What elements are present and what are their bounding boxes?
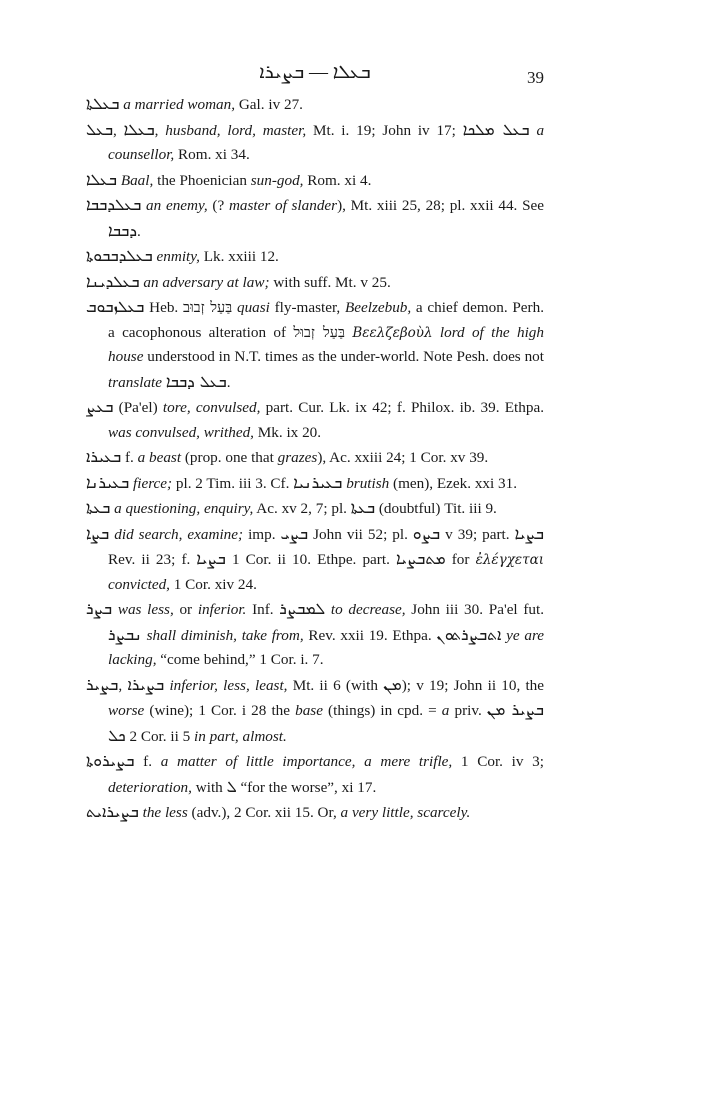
reference: 2 Cor. ii 5 — [125, 727, 194, 745]
syriac-headword: ܒܥܬܐ — [86, 499, 111, 517]
definition: a very little, scarcely. — [340, 804, 471, 821]
quote: “for the worse”, — [236, 778, 338, 796]
term: quasi — [236, 299, 270, 316]
definition: fierce; — [133, 474, 173, 492]
syriac-form: ܢܒܨܪ — [108, 625, 142, 644]
see-label: See — [522, 197, 544, 214]
syriac-headword: ܒܨܝܪܐܝܬ — [86, 803, 139, 821]
paradigm: (Pa'el) — [118, 399, 158, 416]
entry-the-less — [86, 800, 544, 826]
text: or — [173, 601, 198, 618]
syriac-headword: ܒܥܠܕܝܢܐ — [86, 272, 140, 291]
syriac-headword: ܒܥܠܐ — [86, 170, 118, 189]
definition: a counsellor, — [108, 121, 545, 163]
definition: a beast — [137, 449, 182, 466]
text: with — [191, 778, 227, 796]
definition: husband, lord, master, — [165, 121, 307, 139]
text: Pa'el fut. — [488, 601, 545, 618]
reference: imp. — [243, 525, 281, 543]
running-head: ܒܥܠܐ — ܒܨܝܪܐ — [259, 62, 371, 83]
definition: inferior, less, least, — [169, 676, 288, 694]
entry-tore — [86, 395, 544, 445]
definition: convicted, — [108, 575, 170, 593]
reference: 1 Cor. ii 10. Ethpe. part. — [225, 551, 396, 568]
definition: in part, almost. — [194, 727, 287, 745]
syriac-headword: ܒܥܠܬܐ — [86, 95, 120, 113]
entry-less — [86, 597, 544, 673]
entry-fierce — [86, 471, 544, 497]
hebrew-text: בַּעַל זְבוּב — [182, 300, 233, 316]
syriac-form: ܒܨܘ — [412, 524, 441, 543]
entry-search — [86, 522, 544, 598]
syriac-headword: ܒܥܠܕܒܒܘܬܐ — [86, 247, 153, 265]
definition: to decrease, — [330, 601, 406, 618]
reference: pl. 2 Tim. iii 3. Cf. — [172, 474, 294, 492]
definition: shall diminish, take from, — [146, 626, 304, 644]
greek-text: ἐλέγχεται — [475, 552, 544, 568]
syriac-headword: ܒܨܝܪܘܬܐ — [86, 752, 135, 770]
text: a chief demon. — [411, 299, 508, 316]
entry-trifle — [86, 749, 544, 800]
entry-enmity — [86, 244, 544, 270]
entry-inferior: ܒܨܝܪ, ܒܨܝܪܐ inferior, less, least, Mt. ii 6 (with ܡܢ); v 19; John ii 10, the worse (wine); 1 Cor. i 28 the base (things) in cpd. = a priv. ܒܨܝܪ ܡܢ ܟܠ 2 Cor. ii 5 in part, almost. — [86, 675, 545, 745]
entry-adversary — [86, 270, 544, 296]
definition: worse — [108, 702, 145, 719]
label: Heb. — [149, 299, 179, 316]
definition: grazes — [277, 449, 318, 466]
text: the Phoenician — [153, 171, 251, 189]
text: = — [428, 702, 442, 719]
reference: ), Ac. xxiii 24; 1 Cor. xv 39. — [317, 449, 489, 466]
term: translate — [108, 373, 163, 391]
entry-married-woman — [86, 92, 544, 118]
reference: Inf. — [246, 601, 280, 618]
text: (wine); 1 Cor. i 28 the — [144, 702, 296, 719]
text: priv. — [449, 702, 487, 719]
reference: 1 Cor. xiv 24. — [169, 575, 257, 593]
definition: the less — [142, 804, 188, 821]
punct: . — [226, 373, 231, 391]
definition: an enemy, — [146, 197, 208, 214]
syriac-headword: ܒܥܠ — [86, 120, 114, 139]
syriac-headword-emphatic: ܒܥܠܐ — [123, 120, 155, 139]
reference: v 39; part. — [440, 525, 510, 543]
syriac-headword: ܒܥܝܪܢܐ — [86, 473, 130, 492]
reference: Rom. xi 34. — [174, 146, 250, 163]
page-header — [0, 62, 710, 92]
syriac-form: ܒܨܝܐ — [196, 550, 226, 568]
syriac-phrase: ܒܨܝܪ ܡܢ ܟܠ — [108, 701, 545, 745]
reference: Gal. iv 27. — [235, 96, 303, 113]
definition: high house — [108, 323, 544, 365]
definition: brutish — [346, 474, 390, 492]
entry-baal — [86, 168, 544, 194]
definition: a married woman, — [123, 96, 236, 113]
definition: an adversary at law; — [143, 273, 270, 291]
syriac-plural: ܒܥܬܐ — [350, 499, 376, 517]
syriac-headword: ܒܥܝܪܐ — [86, 448, 122, 466]
label: Ethpa. — [504, 399, 545, 416]
syriac-form: ܒܨܝܐ — [514, 524, 544, 543]
entry-beelzebub — [86, 295, 544, 395]
text: ii 10, the — [487, 676, 545, 694]
gender: f. — [143, 753, 153, 770]
entry-husband: ܒܥܠ, ܒܥܠܐ, husband, lord, master, Mt. i. 19; John iv 17; ܒܥܠ ܡܠܟܐ a counsellor, Rom. xi 34. — [86, 120, 545, 163]
syriac-headword: ܒܥܨ — [86, 398, 114, 416]
syriac-headword-emphatic: ܒܨܝܪܐ — [127, 675, 165, 694]
definition: inferior. — [197, 601, 247, 618]
reference: 1 Cor. iv 3; — [452, 753, 544, 770]
syriac-form: ܐܬܒܨܪܬܘܢ — [436, 625, 502, 644]
reference: Rom. xi 4. — [303, 171, 372, 189]
syriac-crossref: ܕܒܒܐ — [108, 221, 138, 240]
reference: Rev. xxii 19. Ethpa. — [303, 626, 432, 644]
reference: Lk. xxiii 12. — [199, 248, 279, 265]
text: (men), — [389, 474, 434, 492]
reference: part. Cur. Lk. ix 42; f. Philox. ib. 39. — [260, 399, 500, 416]
syriac-phrase: ܒܥܠ ܕܒܒܐ — [165, 372, 227, 391]
punct: . — [137, 222, 141, 240]
definition: ye are lacking, — [108, 626, 545, 668]
entry-beast — [86, 445, 544, 471]
syriac-form: ܠ — [226, 777, 237, 796]
definition: enmity, — [156, 248, 200, 265]
quote: “come behind,” — [156, 651, 256, 668]
greek-text: Βεελζεβοὺλ — [352, 324, 433, 341]
text: (? — [207, 197, 229, 214]
definition: deterioration, — [108, 778, 192, 796]
reference: 1 Cor. i. 7. — [255, 651, 324, 668]
reference: Ac. xv 2, 7; pl. — [253, 500, 351, 517]
definition: lord of the — [439, 323, 510, 341]
text: (adv.), 2 Cor. xii 15. Or, — [187, 804, 341, 821]
text: (doubtful) Tit. iii 9. — [375, 500, 497, 517]
syriac-form: ܒܨܝ — [280, 524, 309, 543]
definition: sun-god, — [250, 171, 304, 189]
definition: master of slander — [228, 197, 338, 214]
definition: was less, — [117, 601, 174, 618]
reference: for — [445, 551, 470, 568]
reference: ), Mt. xiii 25, 28; pl. xxii 44. — [337, 197, 518, 214]
syriac-headword: ܒܥܠܕܒܒܐ — [86, 196, 142, 214]
entry-questioning — [86, 496, 544, 522]
syriac-headword: ܒܥܠܙܒܘܒ — [86, 298, 145, 316]
proper-name: Baal, — [120, 171, 154, 189]
syriac-form: ܡܬܒܨܝܐ — [395, 550, 446, 568]
text: fly-master, — [269, 299, 345, 316]
syriac-phrase: ܒܥܠ ܡܠܟܐ — [462, 120, 530, 139]
entry-enemy — [86, 193, 544, 244]
text: (prop. one that — [181, 449, 278, 466]
term: a — [441, 702, 450, 719]
syriac-headword: ܒܨܐ — [86, 524, 110, 543]
text: Perh. a cacophonous alteration of — [108, 299, 544, 341]
reference: Mk. ix 20. — [253, 423, 322, 441]
reference: Ezek. xxi 31. — [436, 474, 518, 492]
proper-name: Beelzebub, — [344, 299, 412, 316]
reference: Mt. ii 6 (with — [287, 676, 384, 694]
text: understood in N.T. times as the under-world. Note — [143, 348, 453, 365]
syriac-form: ܡܢ — [383, 675, 402, 694]
definition: did search, examine; — [114, 525, 244, 543]
syriac-headword: ܒܨܪ — [86, 600, 113, 618]
definition: base — [295, 702, 323, 719]
hebrew-text: בַּעַל זְבוּל — [293, 324, 345, 341]
text: (things) in cpd. — [322, 702, 424, 719]
definition: tore, convulsed, — [162, 399, 261, 416]
text: Pesh. does not — [456, 348, 544, 365]
syriac-headword: ܒܨܝܪ — [86, 675, 119, 694]
definition: a matter of little importance, a mere trifle, — [160, 753, 453, 770]
syriac-form: ܠܡܒܨܪ — [279, 600, 326, 618]
reference: John vii 52; pl. — [308, 525, 413, 543]
reference: Rev. ii 23; f. — [108, 551, 197, 568]
reference: xi 17. — [337, 778, 377, 796]
definition: a questioning, enquiry, — [114, 500, 254, 517]
page-number: 39 — [527, 68, 544, 87]
reference: with suff. Mt. v 25. — [269, 273, 391, 291]
syriac-crossref: ܒܥܝܪܢܝܐ — [293, 473, 343, 492]
reference: John iii 30. — [405, 601, 484, 618]
dictionary-body — [86, 92, 544, 826]
gender: f. — [124, 449, 134, 466]
definition: was convulsed, writhed, — [108, 423, 254, 441]
reference: Mt. i. 19; John iv 17; — [306, 121, 456, 139]
reference: ); v 19; John — [401, 676, 483, 694]
